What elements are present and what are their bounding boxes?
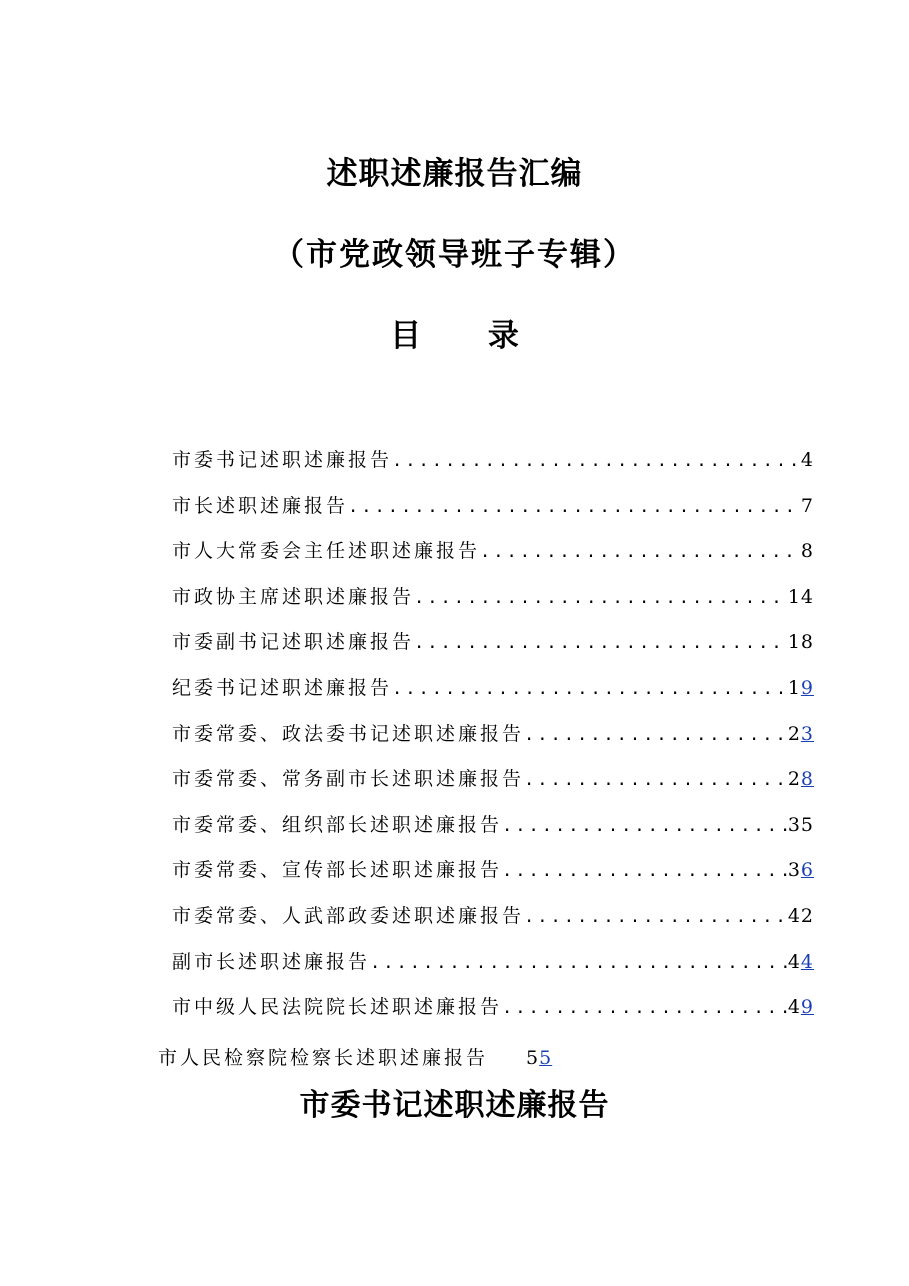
toc-entry-last[interactable] (158, 1040, 552, 1076)
toc-entry[interactable] (172, 985, 814, 1031)
table-of-contents (172, 438, 814, 1031)
toc-entry-label: 市委常委、组织部长述职述廉报告 (172, 813, 503, 836)
toc-dot-leader (370, 941, 788, 986)
section-heading: 市委书记述职述廉报告 (299, 1088, 610, 1123)
toc-entry-label: 市委常委、常务副市长述职述廉报告 (172, 768, 525, 791)
toc-entry[interactable] (172, 529, 814, 575)
compilation-title: 述职述廉报告汇编 (326, 156, 583, 192)
toc-entry-page: 18 (787, 631, 814, 654)
toc-entry[interactable] (172, 666, 814, 712)
toc-entry-label: 市人民检察院检察长述职述廉报告 (158, 1047, 489, 1069)
toc-entry-page: 28 (787, 768, 814, 791)
toc-entry[interactable] (172, 757, 814, 803)
toc-entry[interactable] (172, 575, 814, 621)
toc-entry-page: 7 (800, 494, 814, 517)
toc-page-link[interactable]: 6 (800, 859, 814, 882)
toc-entry-page: 23 (787, 722, 814, 745)
toc-page-link[interactable]: 3 (800, 722, 814, 745)
toc-dot-leader (414, 621, 788, 666)
toc-entry[interactable] (172, 940, 814, 986)
toc-dot-leader (480, 530, 801, 575)
toc-entry-label: 副市长述职述廉报告 (172, 950, 371, 973)
toc-dot-leader (524, 758, 788, 803)
toc-entry[interactable] (172, 438, 814, 484)
toc-entry-label: 市委常委、人武部政委述职述廉报告 (172, 904, 525, 927)
toc-dot-leader (414, 576, 788, 621)
toc-entry[interactable] (172, 484, 814, 530)
toc-entry[interactable] (172, 620, 814, 666)
toc-page-link[interactable]: 5 (539, 1047, 553, 1069)
toc-entry-page: 35 (787, 813, 814, 836)
toc-entry-label: 市委书记述职述廉报告 (172, 449, 393, 471)
toc-page-link[interactable]: 4 (800, 950, 814, 973)
toc-dot-leader (524, 895, 788, 940)
toc-page-link[interactable]: 9 (800, 676, 814, 699)
compilation-subtitle: （市党政领导班子专辑） (273, 237, 636, 273)
toc-title: 目 录 (390, 318, 547, 354)
toc-entry[interactable] (172, 712, 814, 758)
toc-entry-label: 市委常委、宣传部长述职述廉报告 (172, 859, 503, 882)
toc-entry-page: 19 (787, 676, 814, 699)
toc-entry-page: 49 (787, 996, 814, 1019)
toc-dot-leader (392, 439, 801, 484)
toc-dot-leader (348, 485, 801, 530)
toc-entry-label: 市委常委、政法委书记述职述廉报告 (172, 722, 525, 745)
toc-page-link[interactable]: 9 (800, 996, 814, 1019)
toc-dot-leader (502, 804, 788, 849)
toc-entry-label: 纪委书记述职述廉报告 (172, 676, 393, 699)
toc-entry[interactable] (172, 848, 814, 894)
toc-entry-label: 市政协主席述职述廉报告 (172, 585, 415, 608)
toc-entry-label: 市人大常委会主任述职述廉报告 (172, 540, 481, 563)
toc-entry-page: 8 (800, 540, 814, 563)
toc-entry-label: 市委副书记述职述廉报告 (172, 631, 415, 654)
toc-entry-page: 4 (800, 449, 814, 471)
toc-entry-page: 14 (787, 585, 814, 608)
toc-page-link[interactable]: 8 (800, 768, 814, 791)
toc-entry-page: 55 (526, 1047, 553, 1069)
toc-entry-label: 市长述职述廉报告 (172, 494, 349, 517)
toc-entry-label: 市中级人民法院院长述职述廉报告 (172, 996, 503, 1019)
toc-entry-page: 36 (787, 859, 814, 882)
toc-dot-leader (524, 713, 788, 758)
toc-dot-leader (502, 849, 788, 894)
toc-dot-leader (502, 986, 788, 1031)
toc-dot-leader (392, 667, 788, 712)
toc-entry-page: 44 (787, 950, 814, 973)
toc-entry[interactable] (172, 803, 814, 849)
toc-entry[interactable] (172, 894, 814, 940)
toc-entry-page: 42 (787, 904, 814, 927)
